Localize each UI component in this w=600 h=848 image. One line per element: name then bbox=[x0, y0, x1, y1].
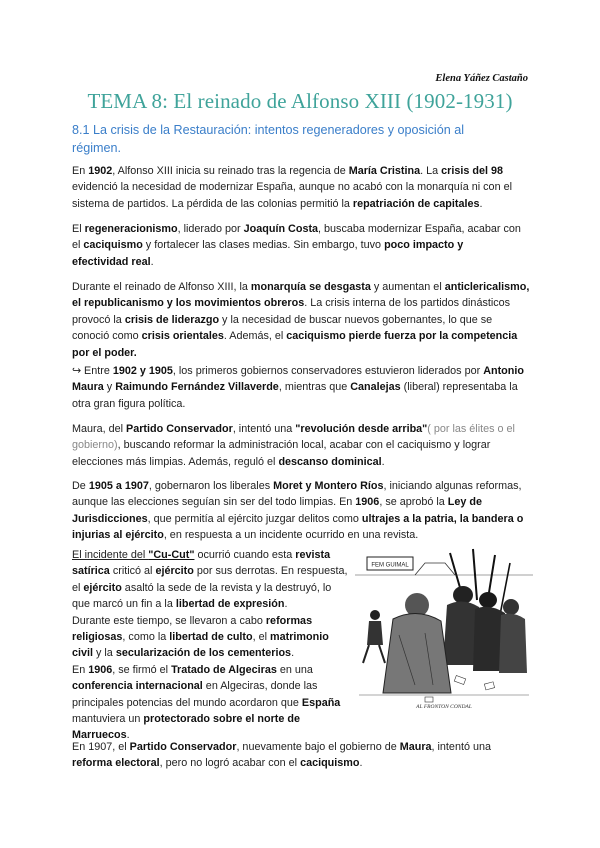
paragraph-liberales: De 1905 a 1907, gobernaron los liberales Moret y Montero Ríos, iniciando algunas reformas, aunque las elecciones seguían sin ser del todo limpias. En 1906, se aprobó la Ley de Jurisdicciones, que permitía al ejército juzgar delitos como ultrajes a la patria, la bandera o injurias al ejército, en respuesta a un incidente ocurrido en una revista. bbox=[72, 480, 524, 542]
paragraph-maura: Maura, del Partido Conservador, intentó una "revolución desde arriba"( por las élites o el gobierno), buscando reformar la administración local, acabar con el caciquismo y lograr elecciones más limpias. Además, reguló el descanso dominical. bbox=[72, 423, 515, 468]
author-name: Elena Yáñez Castaño bbox=[435, 73, 528, 84]
cu-cut-cartoon-image bbox=[355, 545, 533, 715]
paragraph-gobiernos-conservadores: ↪ Entre 1902 y 1905, los primeros gobiernos conservadores estuvieron liderados por Antonio Maura y Raimundo Fernández Villaverde, mientras que Canalejas (liberal) representaba la otra gran figura política. bbox=[72, 365, 524, 410]
paragraph-1907: En 1907, el Partido Conservador, nuevamente bajo el gobierno de Maura, intentó una reforma electoral, pero no logró acabar con el caciquismo. bbox=[72, 741, 491, 770]
paragraph-1902: En 1902, Alfonso XIII inicia su reinado tras la regencia de María Cristina. La crisis del 98 evidenció la necesidad de modernizar España, aunque no acabó con la monarquía ni con el sistema de partidos. La pérdida de las colonias permitió la repatriación de capitales. bbox=[72, 165, 512, 210]
cartoon-caption: AL FRONTON CONDAL bbox=[416, 704, 472, 710]
cartoon-banner-text: FEM GUIMAL bbox=[371, 562, 409, 569]
arrow-icon: ↪ bbox=[72, 365, 82, 377]
paragraph-regeneracionismo: El regeneracionismo, liderado por Joaquín Costa, buscaba modernizar España, acabar con el caciquismo y fortalecer las clases medias. Sin embargo, tuvo poco impacto y efectividad real. bbox=[72, 223, 521, 268]
paragraph-monarquia: Durante el reinado de Alfonso XIII, la monarquía se desgasta y aumentan el anticlericalismo, el republicanismo y los movimientos obreros. La crisis interna de los partidos dinásticos provocó la crisis de liderazgo y la necesidad de buscar nuevos gobernantes, lo que se conoció como crisis orientales. Además, el caciquismo pierde fuerza por la competencia por el poder. bbox=[72, 281, 530, 359]
page-title: TEMA 8: El reinado de Alfonso XIII (1902-1931) bbox=[87, 89, 513, 113]
paragraph-cu-cut: El incidente del "Cu-Cut" ocurrió cuando esta revista satírica criticó al ejército por sus derrotas. En respuesta, el ejército asaltó la sede de la revista y la destruyó, lo que marcó un fin a la libertad de expresión. Durante este tiempo, se llevaron a cabo reformas religiosas, como la libertad de culto, el matrimonio civil y la secularización de los cementerios. En 1906, se firmó el Tratado de Algeciras en una conferencia internacional en Algeciras, donde las principales potencias del mundo acordaron que España mantuviera un protectorado sobre el norte de Marruecos. bbox=[72, 549, 348, 742]
section-heading: 8.1 La crisis de la Restauración: intentos regeneradores y oposición al régimen. bbox=[72, 123, 465, 155]
